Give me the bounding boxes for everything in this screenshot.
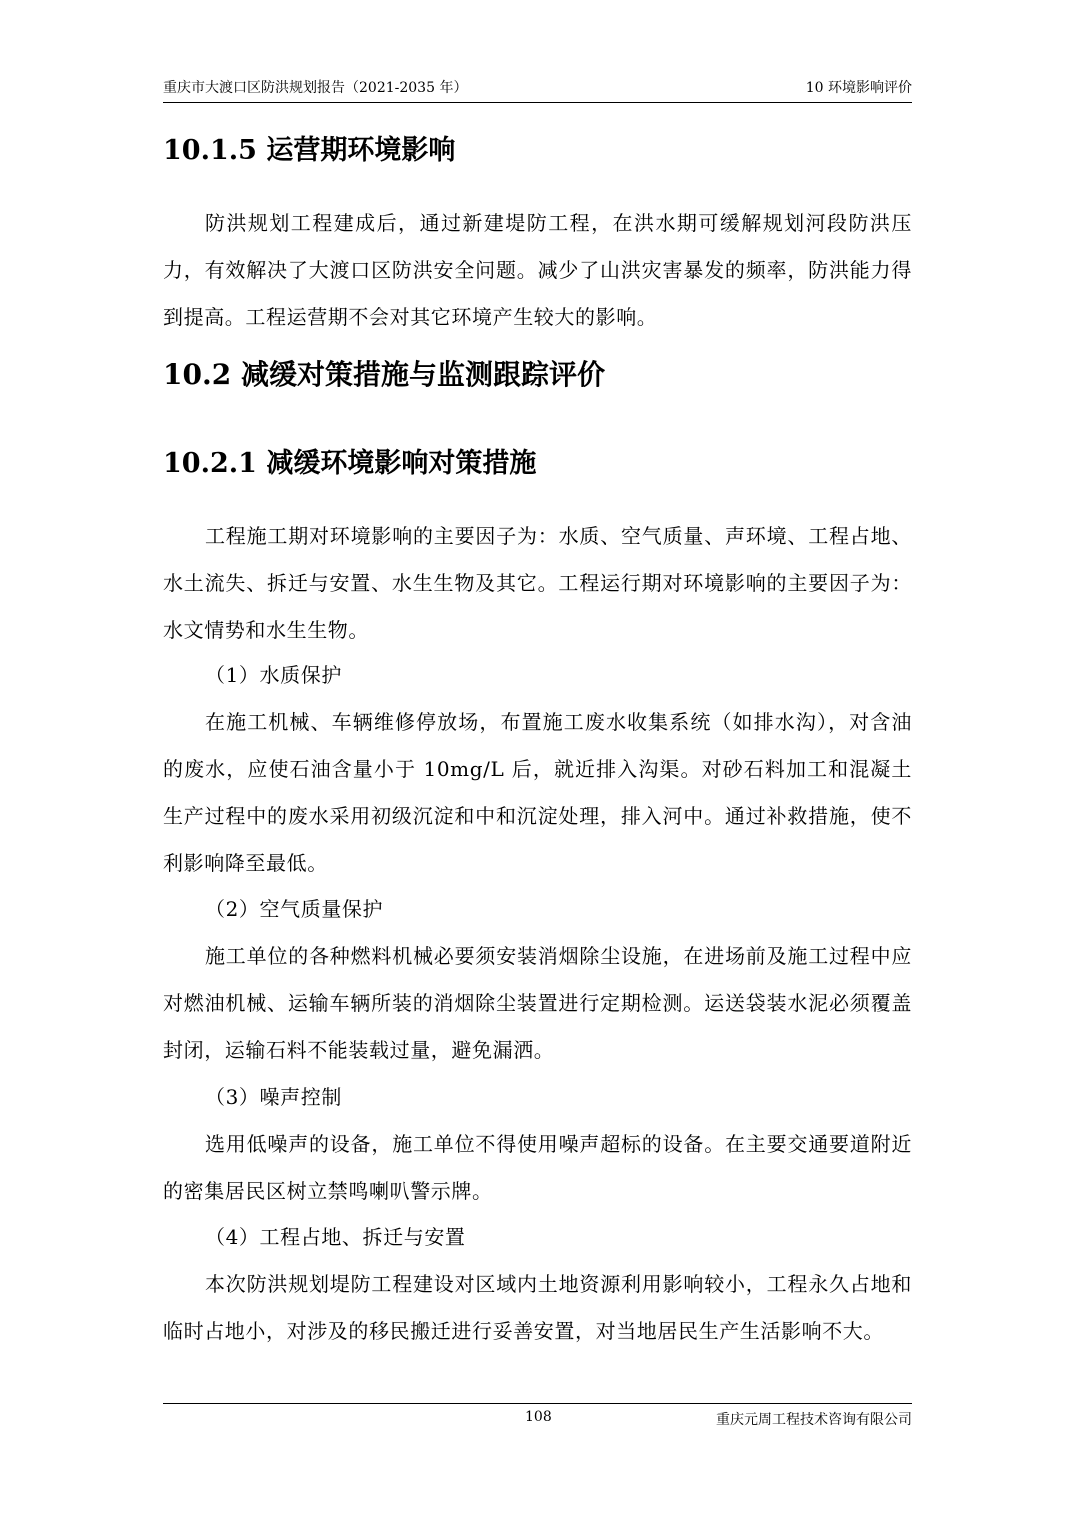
paragraph-water-quality: 在施工机械、车辆维修停放场，布置施工废水收集系统（如排水沟），对含油的废水，应使石油含量小于 10mg/L 后，就近排入沟渠。对砂石料加工和混凝土生产过程中的废水采用初级沉淀和中和沉淀处理，排入河中。通过补救措施，使不利影响降至最低。 (163, 710, 912, 875)
section-heading-10-2-1: 10.2.1 减缓环境影响对策措施 (163, 448, 537, 479)
item-heading-noise-control: （3）噪声控制 (205, 1085, 342, 1109)
paragraph-air-quality: 施工单位的各种燃料机械必要须安装消烟除尘设施，在进场前及施工过程中应对燃油机械、运输车辆所装的消烟除尘装置进行定期检测。运送袋装水泥必须覆盖封闭，运输石料不能装载过量，避免漏洒。 (163, 944, 912, 1062)
page-header (163, 78, 912, 103)
header-report-title: 重庆市大渡口区防洪规划报告（2021-2035 年） (163, 80, 468, 96)
paragraph-land-relocation: 本次防洪规划堤防工程建设对区域内土地资源利用影响较小，工程永久占地和临时占地小，对涉及的移民搬迁进行妥善安置，对当地居民生产生活影响不大。 (163, 1272, 912, 1343)
paragraph-impact-factors: 工程施工期对环境影响的主要因子为：水质、空气质量、声环境、工程占地、水土流失、拆迁与安置、水生生物及其它。工程运行期对环境影响的主要因子为：水文情势和水生生物。 (163, 524, 912, 642)
item-heading-air-quality: （2）空气质量保护 (205, 897, 384, 921)
page-footer (163, 1403, 912, 1434)
header-chapter-title: 10 环境影响评价 (805, 80, 912, 96)
footer-company-name: 重庆元周工程技术咨询有限公司 (716, 1412, 912, 1428)
section-heading-10-2: 10.2 减缓对策措施与监测跟踪评价 (163, 358, 605, 391)
item-heading-land-relocation: （4）工程占地、拆迁与安置 (205, 1225, 466, 1249)
section-heading-10-1-5: 10.1.5 运营期环境影响 (163, 135, 456, 166)
paragraph-noise-control: 选用低噪声的设备，施工单位不得使用噪声超标的设备。在主要交通要道附近的密集居民区树立禁鸣喇叭警示牌。 (163, 1132, 912, 1203)
item-heading-water-quality: （1）水质保护 (205, 663, 342, 687)
paragraph-operation-impact: 防洪规划工程建成后，通过新建堤防工程，在洪水期可缓解规划河段防洪压力，有效解决了大渡口区防洪安全问题。减少了山洪灾害暴发的频率，防洪能力得到提高。工程运营期不会对其它环境产生较大的影响。 (163, 211, 912, 329)
page-number: 108 (525, 1409, 552, 1425)
